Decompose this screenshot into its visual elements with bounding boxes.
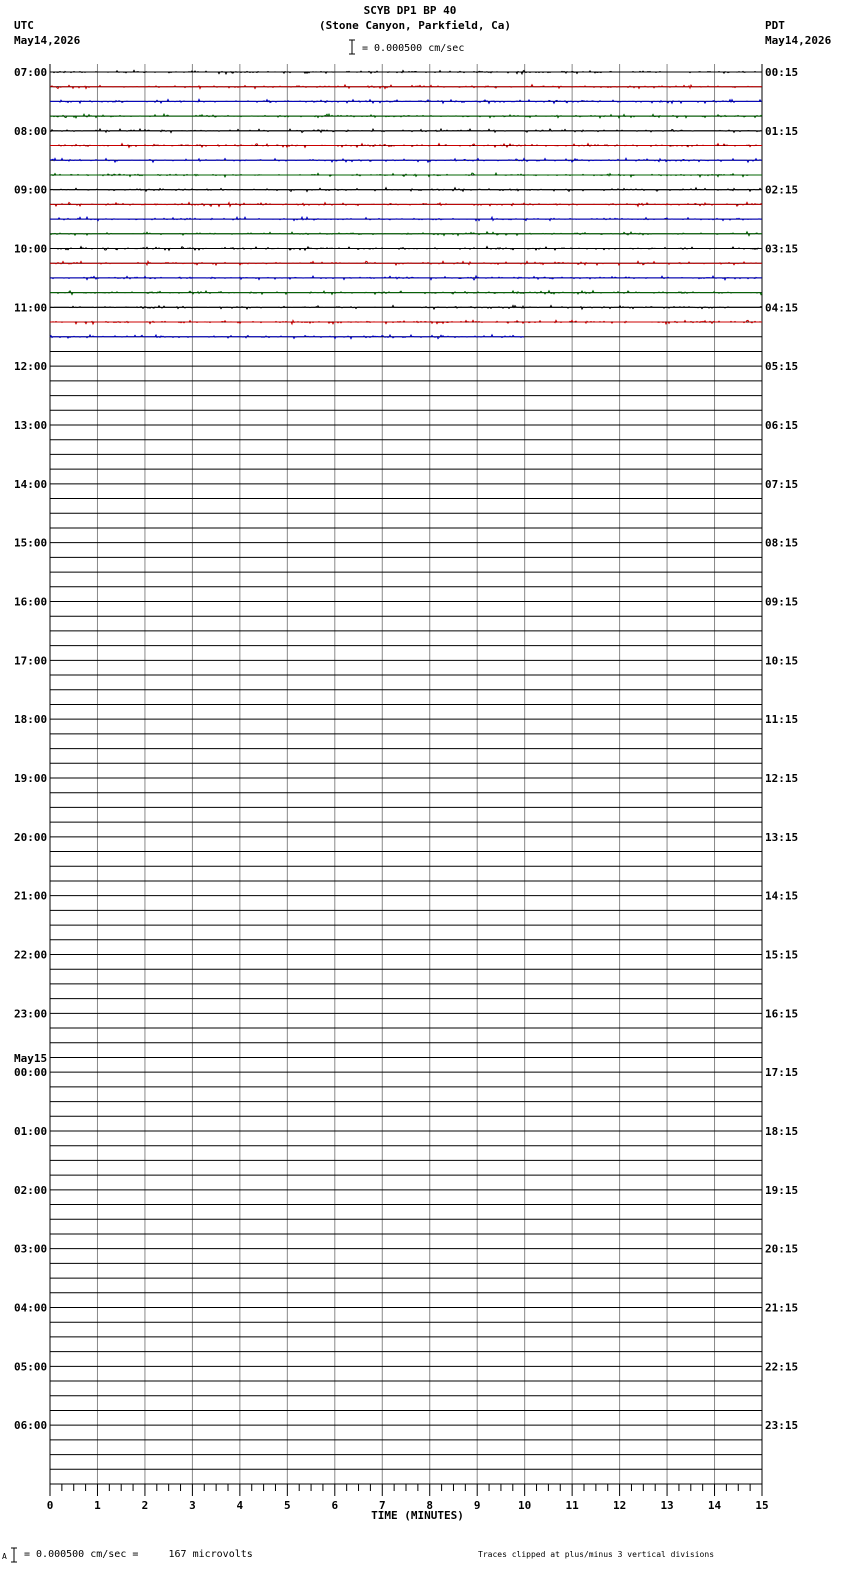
left-date: May14,2026	[14, 34, 81, 47]
x-tick-label: 13	[660, 1499, 674, 1512]
footer-scale-prefix: A	[2, 1552, 7, 1561]
utc-hour-label: 16:00	[14, 595, 48, 609]
x-tick-label: 2	[141, 1499, 149, 1512]
seismic-trace-row-0	[50, 70, 762, 74]
x-tick-label: 10	[518, 1499, 532, 1512]
local-hour-label: 01:15	[765, 124, 799, 138]
x-tick-label: 14	[707, 1499, 722, 1512]
utc-hour-label: 20:00	[14, 830, 48, 844]
utc-hour-label: 19:00	[14, 772, 48, 785]
local-hour-label: 13:15	[765, 830, 799, 844]
utc-hour-label: 01:00	[14, 1125, 48, 1138]
local-hour-label: 12:15	[765, 772, 799, 785]
local-hour-label: 23:15	[765, 1419, 799, 1433]
utc-hour-label: 07:00	[14, 66, 48, 79]
local-hour-label: 00:15	[765, 66, 799, 79]
local-hour-label: 18:15	[765, 1125, 799, 1138]
utc-hour-label: 17:00	[14, 654, 48, 668]
x-tick-label: 11	[565, 1499, 579, 1512]
local-hour-label: 09:15	[765, 595, 799, 609]
plot-grid	[50, 64, 762, 1484]
x-tick-label: 0	[46, 1499, 54, 1512]
utc-hour-label: 21:00	[14, 889, 48, 903]
local-hour-label: 04:15	[765, 301, 799, 315]
utc-hour-label: 15:00	[14, 536, 48, 550]
scale-bar-icon	[349, 40, 355, 54]
date-change-label: May15	[14, 1052, 48, 1066]
utc-hour-label: 23:00	[14, 1007, 48, 1021]
x-tick-label: 5	[284, 1499, 291, 1512]
utc-hour-label: 14:00	[14, 477, 48, 491]
seismic-traces	[50, 70, 762, 338]
x-tick-label: 9	[473, 1499, 481, 1512]
local-hour-label: 15:15	[765, 948, 799, 962]
local-hour-label: 14:15	[765, 889, 799, 903]
seismic-trace-row-17	[50, 320, 762, 324]
local-hour-label: 20:15	[765, 1242, 799, 1256]
utc-hour-label: 09:00	[14, 183, 48, 197]
local-hour-label: 07:15	[765, 477, 799, 491]
local-hour-label: 21:15	[765, 1301, 799, 1315]
chart-subtitle: (Stone Canyon, Parkfield, Ca)	[318, 19, 512, 32]
local-hour-label: 08:15	[765, 536, 799, 550]
local-hour-label: 17:15	[765, 1066, 799, 1080]
left-timezone: UTC	[14, 19, 34, 32]
x-tick-label: 12	[612, 1499, 627, 1512]
utc-hour-label: 10:00	[14, 242, 48, 256]
local-hour-label: 02:15	[765, 183, 799, 197]
utc-hour-label: 02:00	[14, 1183, 48, 1197]
seismic-trace-row-13	[50, 261, 762, 265]
x-tick-label: 1	[94, 1499, 101, 1512]
utc-hour-label: 05:00	[14, 1360, 48, 1374]
seismic-trace-row-1	[50, 85, 762, 89]
seismic-trace-row-15	[50, 291, 762, 295]
x-tick-label: 15	[755, 1499, 769, 1512]
seismic-trace-row-11	[50, 232, 762, 236]
seismic-trace-row-12	[50, 247, 762, 251]
x-tick-label: 7	[378, 1499, 386, 1512]
footer-scale-bar-icon	[11, 1548, 17, 1562]
x-tick-label: 3	[189, 1499, 196, 1512]
local-hour-label: 16:15	[765, 1007, 799, 1021]
local-hour-label: 05:15	[765, 360, 799, 374]
seismic-trace-row-4	[50, 129, 762, 133]
utc-hour-label: 18:00	[14, 713, 48, 727]
x-axis-label: TIME (MINUTES)	[371, 1509, 464, 1522]
seismic-trace-row-14	[50, 276, 762, 280]
chart-title: SCYB DP1 BP 40	[363, 4, 457, 17]
x-tick-label: 8	[426, 1499, 434, 1512]
utc-hour-label: 13:00	[14, 419, 48, 432]
right-date: May14,2026	[765, 34, 832, 47]
utc-hour-label: 22:00	[14, 948, 48, 962]
seismic-trace-row-5	[50, 144, 762, 148]
seismic-trace-row-6	[50, 158, 762, 162]
utc-hour-label: 00:00	[14, 1066, 48, 1080]
utc-hour-label: 04:00	[14, 1301, 48, 1315]
scale-label: = 0.000500 cm/sec	[362, 43, 465, 54]
utc-hour-label: 12:00	[14, 360, 48, 374]
local-hour-label: 03:15	[765, 242, 799, 256]
seismic-trace-row-8	[50, 188, 762, 192]
clip-note: Traces clipped at plus/minus 3 vertical divisions	[478, 1550, 715, 1559]
utc-hour-label: 06:00	[14, 1419, 48, 1433]
local-hour-label: 06:15	[765, 419, 799, 432]
local-hour-label: 11:15	[765, 713, 799, 727]
seismic-trace-row-10	[50, 217, 762, 221]
local-hour-label: 22:15	[765, 1360, 799, 1374]
local-hour-label: 19:15	[765, 1183, 799, 1197]
seismic-trace-row-16	[50, 305, 762, 309]
utc-hour-label: 11:00	[14, 301, 48, 315]
utc-hour-label: 08:00	[14, 124, 48, 138]
x-axis	[47, 1484, 769, 1512]
footer-scale-label: = 0.000500 cm/sec = 167 microvolts	[24, 1549, 253, 1560]
x-tick-label: 4	[236, 1499, 244, 1512]
right-timezone: PDT	[765, 19, 785, 32]
x-tick-label: 6	[331, 1499, 339, 1512]
utc-hour-label: 03:00	[14, 1242, 48, 1256]
seismic-trace-row-9	[50, 202, 762, 206]
local-hour-label: 10:15	[765, 654, 799, 668]
